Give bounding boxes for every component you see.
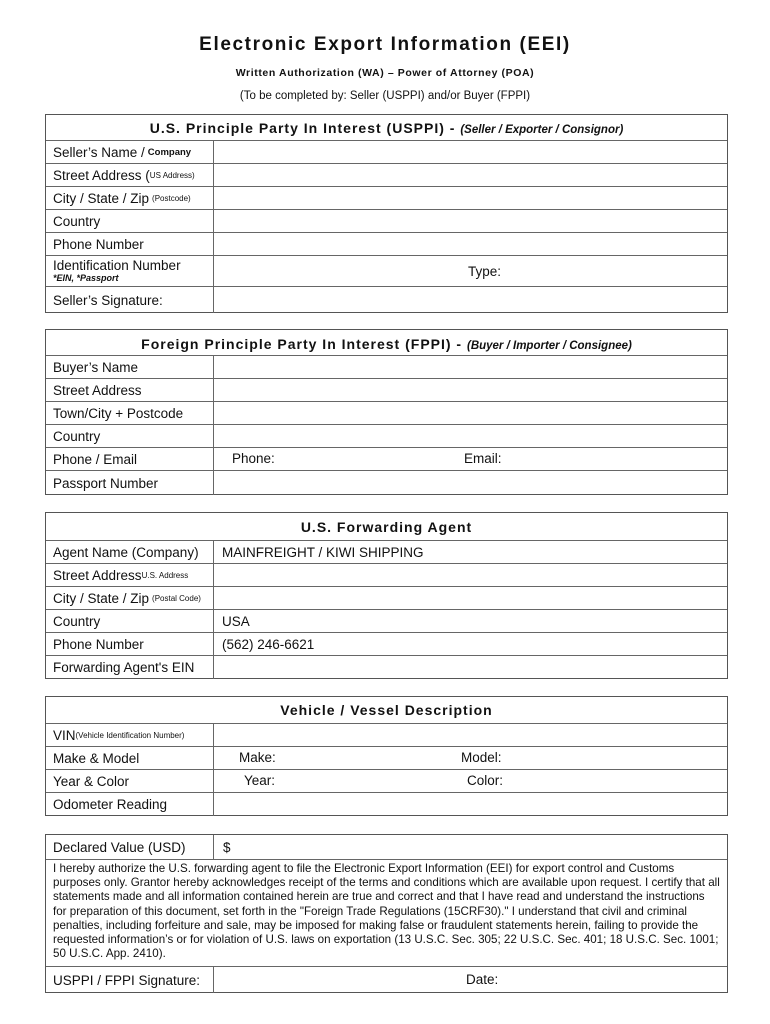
declaration-text-row [46,859,727,967]
usppi-phone-label: Phone Number [46,233,214,256]
passport-field[interactable] [223,471,727,495]
fppi-country-label: Country [46,425,214,448]
agent-section [45,512,728,679]
fppi-street-label: Street Address [46,379,214,402]
fppi-row-passport [46,470,727,495]
vehicle-section [45,696,728,816]
fppi-phone-email-label: Phone / Email [46,448,214,471]
agent-name-field[interactable]: MAINFREIGHT / KIWI SHIPPING [222,545,424,560]
usppi-city-field[interactable] [223,187,727,210]
fppi-town-field[interactable] [223,402,727,425]
agent-ein-label: Forwarding Agent's EIN [46,656,214,679]
vehicle-row-odometer [46,792,727,816]
color-label: Color: [467,773,504,788]
agent-country-field[interactable]: USA [222,614,250,629]
agent-ein-field[interactable] [223,656,727,679]
fppi-phone-label: Phone: [232,451,275,466]
usppi-row-signature [46,286,727,313]
completion-note: (To be completed by: Seller (USPPI) and/or Buyer (FPPI) [239,90,531,102]
agent-row-street [46,563,727,587]
fppi-row-street [46,378,727,402]
agent-phone-label: Phone Number [46,633,214,656]
agent-heading: U.S. Forwarding Agent [300,519,473,535]
usppi-row-country [46,209,727,233]
id-number-label: Identification Number *EIN, *Passport [46,256,214,287]
fppi-heading: Foreign Principle Party In Interest (FPPI) - (Buyer / Importer / Consignee) [141,336,632,352]
make-model-label: Make & Model [46,747,214,770]
sellers-signature-label: Seller’s Signature: [46,287,214,313]
usppi-country-label: Country [46,210,214,233]
odometer-field[interactable] [223,793,727,816]
declaration-section [45,834,728,993]
passport-label: Passport Number [46,471,214,495]
fppi-section [45,329,728,495]
agent-row-name [46,540,727,564]
usppi-row-street [46,163,727,187]
fppi-row-phone-email [46,447,727,471]
agent-city-field[interactable] [223,587,727,610]
usppi-phone-field[interactable] [223,233,727,256]
vehicle-row-year-color [46,769,727,793]
declared-value-row [46,835,727,859]
fppi-town-label: Town/City + Postcode [46,402,214,425]
vin-label: VIN (Vehicle Identification Number) [46,724,214,747]
agent-row-country [46,609,727,633]
declared-value-field[interactable]: $ [223,839,231,855]
declaration-text: I hereby authorize the U.S. forwarding agent to file the Electronic Export Information (EEI) for export control and Customs purposes only. Grantor hereby acknowledges receipt of the terms and conditions which are available upon request. I certify that all statements made and all information contained herein are true and correct and that I have read and understand the instructions for preparation of this document, set forth in the "Foreign Trade Regulations (15CRF30)." I understand that civil and criminal penalties, including forfeiture and sale, may be imposed for making false or fraudulent statements herein, failing to provide the requested information’s or for violation of U.S. laws on exportation (13 U.S.C. Sec. 305; 22 U.S.C. Sec. 401; 18 U.S.C. Sec. 1001; 50 U.S.C. App. 2410). [53,862,720,961]
signature-row [46,966,727,993]
usppi-section [45,114,728,313]
fppi-street-field[interactable] [223,379,727,402]
usppi-street-label: Street Address ( US Address) [46,164,214,187]
fppi-email-label: Email: [464,451,502,466]
declared-value-label: Declared Value (USD) [46,835,214,859]
date-label: Date: [466,972,499,987]
sellers-name-field[interactable] [223,141,727,164]
fppi-row-country [46,424,727,448]
agent-row-city [46,586,727,610]
year-color-label: Year & Color [46,770,214,793]
vehicle-heading: Vehicle / Vessel Description [280,702,493,718]
usppi-street-field[interactable] [223,164,727,187]
agent-city-label: City / State / Zip (Postal Code) [46,587,214,610]
sellers-signature-field[interactable] [223,287,727,313]
document-title: Electronic Export Information (EEI) [199,34,571,55]
usppi-row-phone [46,232,727,256]
fppi-country-field[interactable] [223,425,727,448]
usppi-heading: U.S. Principle Party In Interest (USPPI) - (Seller / Exporter / Consignor) [149,120,624,136]
make-label: Make: [239,750,276,765]
usppi-row-sellers-name [46,140,727,164]
odometer-label: Odometer Reading [46,793,214,816]
buyers-name-label: Buyer’s Name [46,356,214,379]
agent-row-ein [46,655,727,679]
sellers-name-label: Seller’s Name / Company [46,141,214,164]
document-subtitle: Written Authorization (WA) – Power of Attorney (POA) [235,67,535,79]
fppi-row-town [46,401,727,425]
year-label: Year: [244,773,276,788]
id-type-label: Type: [468,264,502,279]
fppi-row-buyers-name [46,355,727,379]
vehicle-row-vin [46,723,727,747]
agent-name-label: Agent Name (Company) [46,541,214,564]
usppi-fppi-signature-label: USPPI / FPPI Signature: [46,967,214,993]
vehicle-row-make-model [46,746,727,770]
vin-field[interactable] [223,724,727,747]
agent-country-label: Country [46,610,214,633]
agent-row-phone [46,632,727,656]
usppi-row-city [46,186,727,210]
usppi-row-id [46,255,727,287]
model-label: Model: [461,750,502,765]
agent-street-field[interactable] [223,564,727,587]
usppi-country-field[interactable] [223,210,727,233]
usppi-city-label: City / State / Zip (Postcode) [46,187,214,210]
agent-phone-field[interactable]: (562) 246-6621 [222,637,315,652]
buyers-name-field[interactable] [223,356,727,379]
agent-street-label: Street Address U.S. Address [46,564,214,587]
